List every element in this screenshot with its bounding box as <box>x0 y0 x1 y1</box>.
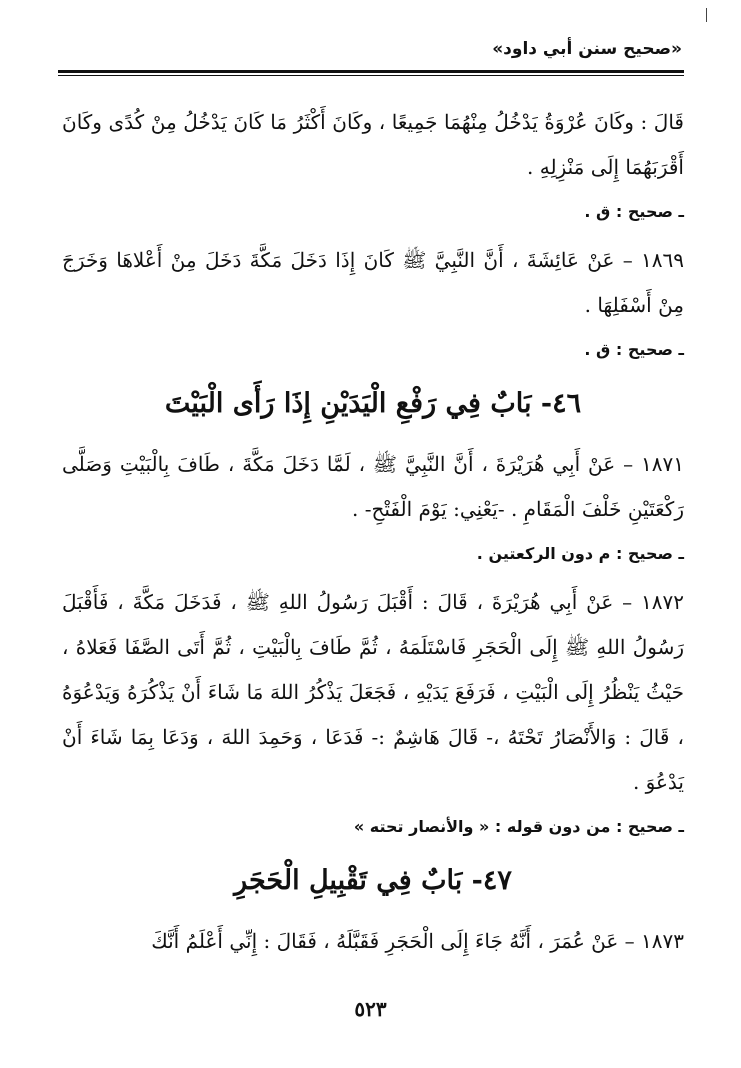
hadith-1872: ١٨٧٢ – عَنْ أَبِي هُرَيْرَةَ ، قَالَ : أَقْبَلَ رَسُولُ اللهِ ﷺ ، فَدَخَلَ مَكَّةَ ، فَأَقْبَلَ رَسُولُ اللهِ ﷺ إِلَى الْحَجَرِ فَاسْتَلَمَهُ ، ثُمَّ طَافَ بِالْبَيْتِ ، ثُمَّ أَتَى الصَّفَا فَعَلاهُ ، حَيْثُ يَنْظُرُ إِلَى الْبَيْتِ ، فَرَفَعَ يَدَيْهِ ، فَجَعَلَ يَذْكُرُ اللهَ مَا شَاءَ أَنْ يَذْكُرَهُ وَيَدْعُوَهُ ، قَالَ : وَالأَنْصَارُ تَحْتَهُ ،- قَالَ هَاشِمٌ :- فَدَعَا ، وَحَمِدَ اللهَ ، وَدَعَا بِمَا شَاءَ أَنْ يَدْعُوَ . <box>62 590 684 794</box>
hadith-1871: ١٨٧١ – عَنْ أَبِي هُرَيْرَةَ ، أَنَّ النَّبِيَّ ﷺ ، لَمَّا دَخَلَ مَكَّةَ ، طَافَ بِالْبَيْتِ وَصَلَّى رَكْعَتَيْنِ خَلْفَ الْمَقَامِ . -يَعْنِي: يَوْمَ الْفَتْحِ- . <box>62 452 684 521</box>
book-title: «صحيح سنن أبي داود» <box>492 39 682 59</box>
header-rule-thick <box>58 70 684 73</box>
grading-note: ـ صحيح : ق . <box>584 202 684 221</box>
page-header <box>60 34 682 64</box>
page-number: ٥٢٣ <box>354 997 387 1021</box>
grading-note: ـ صحيح : ق . <box>584 340 684 359</box>
grading-note: ـ صحيح : من دون قوله : « والأنصار تحته » <box>353 817 684 836</box>
paragraph-continuation: قَالَ : وكَانَ عُرْوَةُ يَدْخُلُ مِنْهُمَا جَمِيعًا ، وكَانَ أَكْثَرُ مَا كَانَ يَدْخُلُ مِنْ كُدًى وكَانَ أَقْرَبَهُمَا إِلَى مَنْزِلِهِ . <box>62 110 684 179</box>
header-rule-thin <box>58 75 684 76</box>
margin-mark <box>706 8 707 22</box>
page-body <box>62 100 684 964</box>
grading-note: ـ صحيح : م دون الركعتين . <box>476 544 684 563</box>
hadith-1873: ١٨٧٣ – عَنْ عُمَرَ ، أَنَّهُ جَاءَ إِلَى الْحَجَرِ فَقَبَّلَهُ ، فَقَالَ : إِنِّي أَعْلَمُ أَنَّكَ <box>151 929 684 953</box>
chapter-heading-47: ٤٧- بَابٌ فِي تَقْبِيلِ الْحَجَرِ <box>234 865 512 896</box>
hadith-1869: ١٨٦٩ – عَنْ عَائِشَةَ ، أَنَّ النَّبِيَّ ﷺ كَانَ إِذَا دَخَلَ مَكَّةَ دَخَلَ مِنْ أَعْلاهَا وَخَرَجَ مِنْ أَسْفَلِهَا . <box>62 248 685 317</box>
chapter-heading-46: ٤٦- بَابٌ فِي رَفْعِ الْيَدَيْنِ إِذَا رَأَى الْبَيْتَ <box>164 388 582 419</box>
